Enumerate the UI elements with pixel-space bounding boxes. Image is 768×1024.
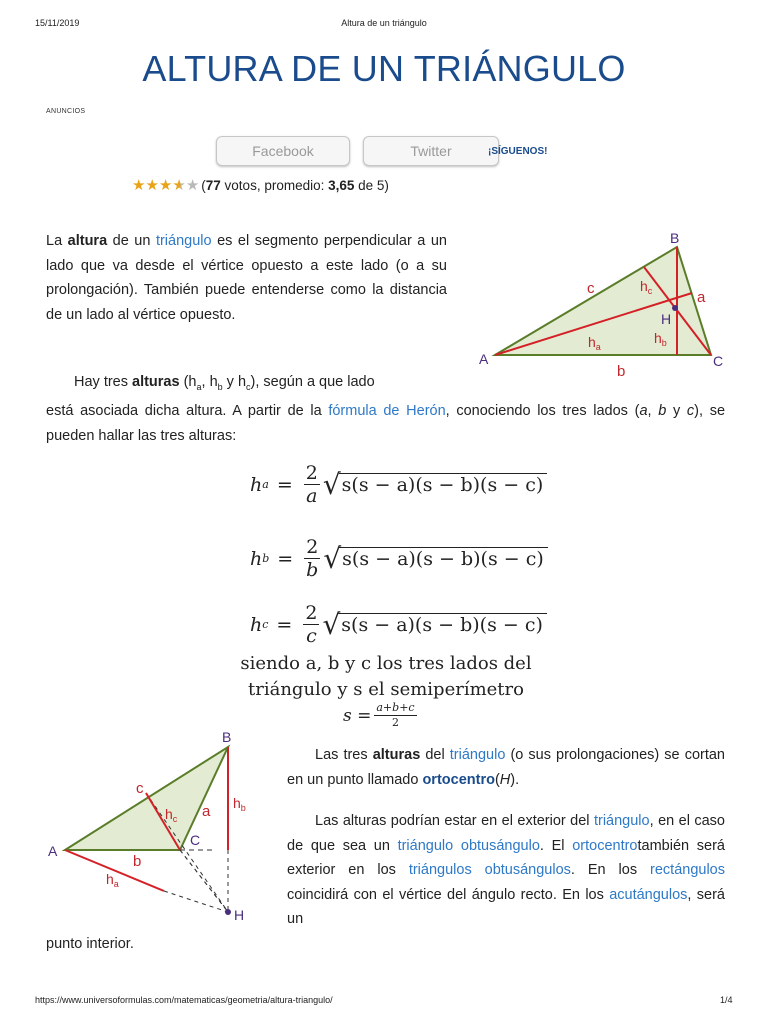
paragraph-exterior-end: punto interior. (46, 936, 134, 952)
side-c-label: c (587, 280, 595, 297)
height-a-label: $h_a$ (106, 871, 119, 889)
keyword-alturas: alturas (132, 374, 180, 390)
keyword-alturas: alturas (372, 747, 421, 763)
orthocenter-point (672, 305, 678, 311)
star-icon[interactable]: ★ (145, 177, 159, 194)
page-title: ALTURA DE UN TRIÁNGULO (142, 48, 626, 89)
link-triangulo[interactable]: triángulo (155, 233, 212, 249)
paragraph-alturas-line1: Hay tres alturas ($h_a$, $h_b$ y $h_c$), según a que lado (74, 374, 375, 392)
height-b-label: $h_b$ (654, 330, 667, 348)
obtuse-triangle (65, 747, 228, 850)
star-icon[interactable]: ★ (132, 177, 146, 194)
acute-triangle (495, 247, 711, 355)
rating: ★ ★ ★ ★ ★ (77 votos, promedio: 3,65 de 5) (132, 177, 389, 194)
vertex-b-label: B (670, 230, 680, 246)
vertex-b-label: B (222, 729, 232, 745)
print-date: 15/11/2019 (35, 18, 80, 28)
rating-average: 3,65 (328, 178, 355, 193)
star-half-icon[interactable]: ★ (172, 177, 186, 194)
paragraph-exterior: Las alturas podrían estar en el exterior del triángulo, en el caso de que sea un triángulo obtusángulo. El ortocentrotambién será exterior en los triángulos obtusángulos. En los rectángulos coincidirá con el vértice del ángulo recto. En los acutángulos, será un (287, 813, 725, 927)
paragraph-alturas-rest: está asociada dicha altura. A partir de la fórmula de Herón, conociendo los tres lados (a, b y c), se pueden hallar las tres alturas: (46, 403, 726, 444)
obtuse-triangle-figure (40, 726, 280, 926)
height-b-label: $h_b$ (233, 795, 246, 813)
formula-hc: h c = $\frac{2}{c}$ √ s(s − a)(s − b)(s − c) (250, 602, 547, 647)
keyword-altura: altura (67, 233, 108, 249)
vertex-c-label: C (190, 832, 201, 848)
paragraph-ortocentro: Las tres alturas del triángulo (o sus prolongaciones) se cortan en un punto llamado ortocentro(H). (287, 747, 725, 788)
facebook-button[interactable] (216, 136, 350, 166)
side-b-label: b (133, 853, 142, 870)
side-a-label: a (697, 289, 706, 306)
link-triangulo-obtusangulo[interactable]: triángulo obtusángulo (397, 837, 540, 854)
orthocenter-label: H (234, 907, 245, 923)
side-c-label: c (136, 780, 144, 797)
formula-hb: h b = $\frac{2}{b}$ √ s(s − a)(s − b)(s − c) (250, 536, 548, 581)
vertex-c-label: C (713, 353, 724, 369)
star-empty-icon[interactable]: ★ (185, 177, 200, 194)
rating-stars[interactable] (132, 178, 199, 193)
footer-url[interactable]: https://www.universoformulas.com/matematicas/geometria/altura-triangulo/ (35, 995, 333, 1005)
formula-ha: h a = $\frac{2}{a}$ √ s(s − a)(s − b)(s − c) (250, 462, 547, 507)
star-icon[interactable]: ★ (158, 177, 173, 194)
formula-note-line2: triángulo y s el semiperímetro (248, 679, 524, 700)
link-formula-heron[interactable]: fórmula de Herón (328, 403, 446, 419)
formula-note-line1: siendo a, b y c los tres lados del (240, 653, 532, 674)
facebook-button-label: Facebook (252, 143, 314, 159)
votes-text: votos, promedio: (220, 178, 329, 193)
side-a-label: a (202, 803, 211, 820)
height-c-label: $h_c$ (640, 278, 653, 296)
ads-label: ANUNCIOS (46, 108, 86, 115)
orthocenter-label: H (661, 311, 672, 327)
link-triangulo[interactable]: triángulo (593, 813, 650, 829)
print-page-title: Altura de un triángulo (341, 18, 427, 28)
link-ortocentro[interactable]: ortocentro (572, 837, 638, 854)
link-acutangulos[interactable]: acutángulos (609, 886, 688, 903)
formula-note (200, 651, 572, 703)
link-ortocentro[interactable]: ortocentro (422, 771, 495, 788)
side-b-label: b (617, 363, 626, 380)
votes-count: 77 (205, 178, 221, 193)
height-a-label: $h_a$ (588, 334, 601, 352)
formula-semiperimeter: s = $\frac{a+b+c}{2}$ (343, 701, 415, 729)
paragraph-definition: La altura de un triángulo es el segmento perpendicular a un lado que va desde el vértice opuesto a este lado (o a su prolongación). También puede entenderse como la distancia de un lado al vértice opuesto. (46, 233, 447, 323)
twitter-button-label: Twitter (410, 143, 452, 159)
rating-of-text: de 5) (354, 178, 389, 193)
vertex-a-label: A (479, 351, 489, 367)
vertex-a-label: A (48, 843, 58, 859)
acute-triangle-figure (470, 222, 740, 382)
footer-page-number: 1/4 (720, 995, 733, 1005)
link-triangulo[interactable]: triángulo (449, 747, 506, 763)
height-c-label: $h_c$ (165, 806, 178, 824)
twitter-button[interactable] (363, 136, 499, 166)
orthocenter-point (225, 909, 231, 915)
follow-link[interactable]: ¡SÍGUENOS! (488, 146, 548, 157)
link-triangulos-obtusangulos[interactable]: triángulos obtusángulos (408, 862, 571, 878)
link-rectangulos[interactable]: rectángulos (650, 862, 725, 878)
